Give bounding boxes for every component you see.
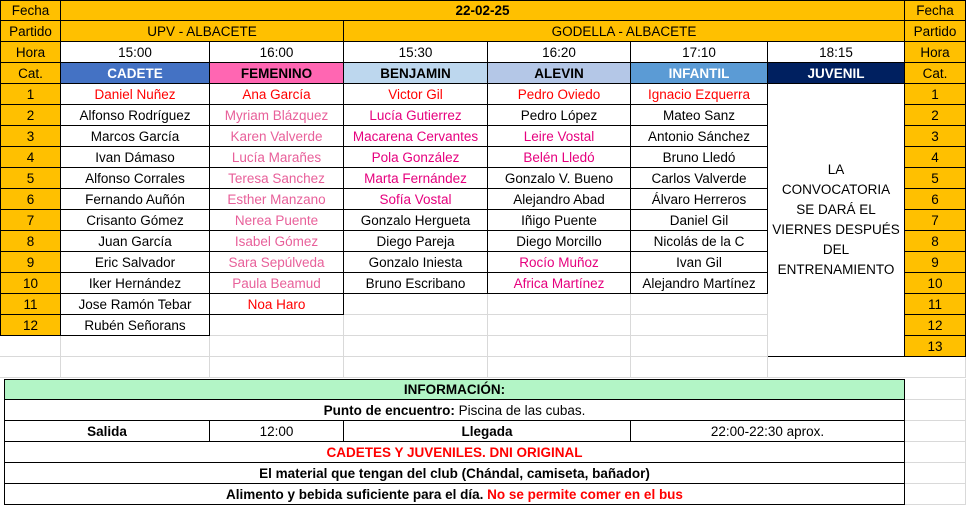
player-name[interactable]: Daniel Nuñez [61,84,210,105]
empty-cell[interactable] [631,357,768,378]
player-name[interactable]: Nicolás de la C [631,231,768,252]
juvenil-note [768,84,905,357]
row-number-right[interactable]: 10 [905,273,966,294]
empty-cell[interactable] [631,315,768,336]
player-name[interactable]: Marta Fernández [344,168,488,189]
row-number-right[interactable]: 8 [905,231,966,252]
category-header-infantil[interactable]: INFANTIL [631,63,768,84]
juvenil-note-line: ENTRENAMIENTO [777,262,895,277]
juvenil-note-line: LA [827,162,845,177]
empty-cell[interactable] [210,357,344,378]
player-name[interactable]: Iker Hernández [61,273,210,294]
row-number-right[interactable]: 13 [905,336,966,357]
player-name[interactable]: Teresa Sanchez [210,168,344,189]
row-number-right[interactable]: 11 [905,294,966,315]
meeting-label: Punto de encuentro: [323,402,455,418]
player-name[interactable]: Alejandro Abad [488,189,631,210]
match2-cell[interactable]: GODELLA - ALBACETE [344,21,905,42]
row-number[interactable]: 4 [0,147,61,168]
row-number-right[interactable]: 6 [905,189,966,210]
empty-cell[interactable] [905,400,966,421]
player-name[interactable]: Iñigo Puente [488,210,631,231]
row-number[interactable]: 6 [0,189,61,210]
player-name[interactable]: Sofía Vostal [344,189,488,210]
player-name[interactable]: Leire Vostal [488,126,631,147]
player-name[interactable]: Alfonso Rodríguez [61,105,210,126]
player-name[interactable]: Rubén Señorans [61,315,210,336]
player-name[interactable]: Juan García [61,231,210,252]
departure-label: Salida [4,421,210,442]
hora-label[interactable]: Hora [0,42,61,63]
player-name[interactable]: Ivan Dámaso [61,147,210,168]
player-name[interactable]: Álvaro Herreros [631,189,768,210]
juvenil-note-line: DEL [822,242,850,257]
player-name[interactable]: Rocío Muñoz [488,252,631,273]
empty-cell[interactable] [344,336,488,357]
player-name[interactable]: Alejandro Martínez [631,273,768,294]
empty-cell[interactable] [768,357,966,378]
row-number[interactable]: 9 [0,252,61,273]
player-name[interactable]: Lucía Marañes [210,147,344,168]
cat-label-right[interactable]: Cat. [905,63,966,84]
partido-label[interactable]: Partido [0,21,61,42]
time-benjamin[interactable]: 15:30 [344,42,488,63]
juvenil-note-line: CONVOCATORIA [781,182,891,197]
empty-cell[interactable] [61,336,210,357]
player-name[interactable]: Gonzalo Iniesta [344,252,488,273]
player-name[interactable]: Ana García [210,84,344,105]
player-name[interactable]: Bruno Lledó [631,147,768,168]
player-name[interactable]: Fernando Auñón [61,189,210,210]
player-name[interactable]: Macarena Cervantes [344,126,488,147]
row-number[interactable]: 2 [0,105,61,126]
empty-cell [0,336,61,357]
category-header-juvenil[interactable]: JUVENIL [768,63,905,84]
departure-time: 12:00 [210,421,344,442]
row-number-right[interactable]: 4 [905,147,966,168]
time-infantil[interactable]: 17:10 [631,42,768,63]
empty-cell[interactable] [488,294,631,315]
empty-cell[interactable] [488,357,631,378]
row-number[interactable]: 3 [0,126,61,147]
row-number[interactable]: 1 [0,84,61,105]
player-name[interactable]: Pedro Oviedo [488,84,631,105]
food-note [4,484,905,505]
row-number-right[interactable]: 1 [905,84,966,105]
player-name[interactable]: Ignacio Ezquerra [631,84,768,105]
empty-cell[interactable] [905,421,966,442]
match1-cell[interactable]: UPV - ALBACETE [61,21,344,42]
dni-note: CADETES Y JUVENILES. DNI ORIGINAL [4,442,905,463]
juvenil-note-line: VIERNES DESPUÉS [772,222,900,237]
player-name[interactable]: Daniel Gil [631,210,768,231]
time-cadete[interactable]: 15:00 [61,42,210,63]
empty-cell[interactable] [905,463,966,484]
player-name[interactable]: Marcos García [61,126,210,147]
empty-cell[interactable] [905,442,966,463]
player-name[interactable]: Nerea Puente [210,210,344,231]
row-number-right[interactable]: 2 [905,105,966,126]
row-number[interactable]: 10 [0,273,61,294]
player-name[interactable]: Pola González [344,147,488,168]
food-note-text: Alimento y bebida suficiente para el día. [226,486,484,502]
empty-cell[interactable] [344,357,488,378]
player-name[interactable]: Gonzalo Hergueta [344,210,488,231]
row-number[interactable]: 8 [0,231,61,252]
player-name[interactable]: Eric Salvador [61,252,210,273]
fecha-label[interactable]: Fecha [0,0,61,21]
player-name[interactable]: Ivan Gil [631,252,768,273]
row-number-right[interactable]: 12 [905,315,966,336]
player-name[interactable]: Alfonso Corrales [61,168,210,189]
row-number[interactable]: 12 [0,315,61,336]
hora-label-right[interactable]: Hora [905,42,966,63]
empty-cell[interactable] [344,315,488,336]
meeting-value: Piscina de las cubas. [454,402,586,418]
player-name[interactable]: Africa Martínez [488,273,631,294]
arrival-time: 22:00-22:30 aprox. [631,421,905,442]
empty-cell[interactable] [488,315,631,336]
player-name[interactable]: Sara Sepúlveda [210,252,344,273]
empty-cell[interactable] [905,484,966,505]
empty-cell[interactable] [61,357,210,378]
category-header-benjamin[interactable]: BENJAMIN [344,63,488,84]
empty-cell[interactable] [0,357,61,378]
row-number[interactable]: 7 [0,210,61,231]
empty-cell[interactable] [210,336,344,357]
arrival-label: Llegada [344,421,631,442]
player-name[interactable]: Lucía Gutierrez [344,105,488,126]
player-name[interactable]: Paula Beamud [210,273,344,294]
row-number-right[interactable]: 7 [905,210,966,231]
info-title: INFORMACIÓN: [4,379,905,400]
player-name[interactable]: Carlos Valverde [631,168,768,189]
empty-cell[interactable] [210,315,344,336]
empty-cell[interactable] [905,379,966,400]
player-name[interactable]: Myriam Blázquez [210,105,344,126]
player-name[interactable]: Diego Pareja [344,231,488,252]
player-name[interactable]: Karen Valverde [210,126,344,147]
player-name[interactable]: Jose Ramón Tebar [61,294,210,315]
player-name[interactable]: Victor Gil [344,84,488,105]
material-note: El material que tengan del club (Chándal, camiseta, bañador) [4,463,905,484]
partido-label-right[interactable]: Partido [905,21,966,42]
player-name[interactable]: Isabel Gómez [210,231,344,252]
empty-cell[interactable] [631,294,768,315]
category-header-cadete[interactable]: CADETE [61,63,210,84]
row-number-right[interactable]: 3 [905,126,966,147]
juvenil-note-line: SE DARÁ EL [796,202,876,217]
player-name[interactable]: Crisanto Gómez [61,210,210,231]
player-name[interactable]: Esther Manzano [210,189,344,210]
fecha-label-right[interactable]: Fecha [905,0,966,21]
food-warning: No se permite comer en el bus [483,486,683,502]
player-name[interactable]: Mateo Sanz [631,105,768,126]
player-name[interactable]: Belén Lledó [488,147,631,168]
empty-cell[interactable] [488,336,631,357]
empty-cell[interactable] [344,294,488,315]
date-cell[interactable]: 22-02-25 [61,0,905,21]
row-number-right[interactable]: 5 [905,168,966,189]
player-name[interactable]: Pedro López [488,105,631,126]
player-name[interactable]: Antonio Sánchez [631,126,768,147]
category-header-alevin[interactable]: ALEVIN [488,63,631,84]
time-femenino[interactable]: 16:00 [210,42,344,63]
player-name[interactable]: Gonzalo V. Bueno [488,168,631,189]
row-number[interactable]: 11 [0,294,61,315]
player-name[interactable]: Diego Morcillo [488,231,631,252]
meeting-point [4,400,905,421]
player-name[interactable]: Noa Haro [210,294,344,315]
time-alevin[interactable]: 16:20 [488,42,631,63]
empty-cell[interactable] [631,336,768,357]
row-number-right[interactable]: 9 [905,252,966,273]
player-name[interactable]: Bruno Escribano [344,273,488,294]
cat-label[interactable]: Cat. [0,63,61,84]
time-juvenil[interactable]: 18:15 [768,42,905,63]
category-header-femenino[interactable]: FEMENINO [210,63,344,84]
row-number[interactable]: 5 [0,168,61,189]
